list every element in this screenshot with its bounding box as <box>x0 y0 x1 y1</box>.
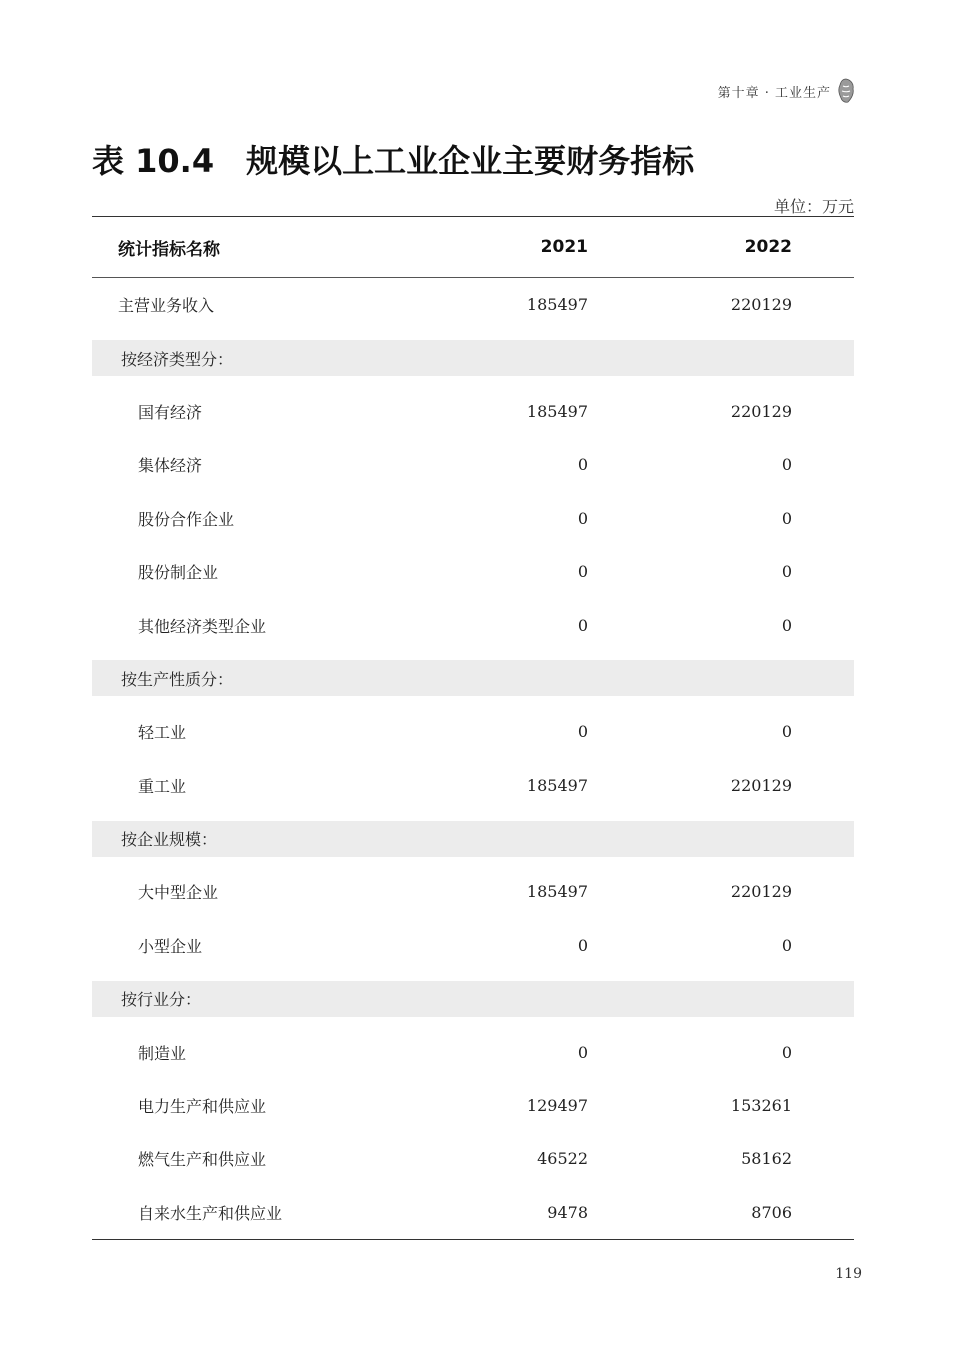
row-value-2021: 0 <box>577 508 588 528</box>
header-year-2022: 2022 <box>744 237 792 257</box>
header-year-2021: 2021 <box>540 237 588 257</box>
row-value-2022: 220129 <box>730 882 792 902</box>
row-value-2022: 220129 <box>730 775 792 795</box>
table-row <box>92 758 854 811</box>
table-header-row <box>92 217 854 277</box>
table-bottom-rule <box>92 1239 854 1240</box>
table-row <box>92 1025 854 1078</box>
row-value-2021: 0 <box>577 615 588 635</box>
row-value-2021: 0 <box>577 935 588 955</box>
table-row <box>92 385 854 438</box>
row-name: 国有经济 <box>138 402 203 422</box>
section-label: 按企业规模： <box>121 830 218 850</box>
page-title <box>92 136 694 182</box>
table-row <box>92 865 854 918</box>
table-row <box>92 438 854 491</box>
row-name: 小型企业 <box>138 936 203 956</box>
table-row <box>92 598 854 651</box>
unit-label: 单位：万元 <box>773 197 854 216</box>
section-label: 按生产性质分： <box>121 669 234 689</box>
row-value-2022: 153261 <box>730 1095 792 1115</box>
row-value-2021: 129497 <box>526 1095 588 1115</box>
table-row-main-revenue <box>92 278 854 331</box>
row-name: 集体经济 <box>138 456 203 476</box>
section-label: 按经济类型分： <box>121 349 234 369</box>
row-value-2022: 0 <box>781 508 792 528</box>
row-value-2022: 0 <box>781 455 792 475</box>
row-value-2021: 0 <box>577 562 588 582</box>
row-name: 轻工业 <box>138 723 187 743</box>
row-value-2021: 185497 <box>526 401 588 421</box>
row-name: 其他经济类型企业 <box>138 616 267 636</box>
row-value-2022: 0 <box>781 562 792 582</box>
row-name: 制造业 <box>138 1043 187 1063</box>
table-row <box>92 492 854 545</box>
table-row <box>92 545 854 598</box>
page-number: 119 <box>835 1266 862 1282</box>
table-section-economic-type <box>92 340 854 376</box>
row-name: 自来水生产和供应业 <box>138 1203 283 1223</box>
table-section-production-nature <box>92 660 854 696</box>
row-value-2022: 220129 <box>730 295 792 315</box>
row-value-2021: 9478 <box>547 1202 588 1222</box>
table-row <box>92 705 854 758</box>
financial-table <box>92 216 854 1240</box>
row-value-2021: 185497 <box>526 882 588 902</box>
row-name: 电力生产和供应业 <box>138 1096 267 1116</box>
table-title-text: 规模以上工业企业主要财务指标 <box>246 142 695 180</box>
row-value-2021: 185497 <box>526 295 588 315</box>
table-row <box>92 1186 854 1239</box>
row-name: 主营业务收入 <box>118 296 215 316</box>
row-value-2022: 58162 <box>741 1149 792 1169</box>
section-label: 按行业分： <box>121 990 202 1010</box>
header-indicator-name: 统计指标名称 <box>118 239 220 260</box>
table-number: 表 10.4 <box>92 142 215 180</box>
row-value-2022: 0 <box>781 722 792 742</box>
row-value-2022: 0 <box>781 1042 792 1062</box>
row-value-2021: 0 <box>577 455 588 475</box>
row-value-2021: 46522 <box>537 1149 588 1169</box>
table-section-industry <box>92 981 854 1017</box>
row-name: 股份合作企业 <box>138 509 235 529</box>
emblem-icon <box>837 78 855 104</box>
row-value-2022: 0 <box>781 615 792 635</box>
row-value-2022: 8706 <box>751 1202 792 1222</box>
row-value-2022: 220129 <box>730 401 792 421</box>
row-value-2022: 0 <box>781 935 792 955</box>
row-name: 燃气生产和供应业 <box>138 1150 267 1170</box>
row-value-2021: 185497 <box>526 775 588 795</box>
table-row <box>92 919 854 972</box>
running-head-text: 第十章 · 工业生产 <box>717 85 831 101</box>
row-name: 重工业 <box>138 776 187 796</box>
row-value-2021: 0 <box>577 722 588 742</box>
table-row <box>92 1132 854 1185</box>
row-name: 大中型企业 <box>138 883 219 903</box>
row-value-2021: 0 <box>577 1042 588 1062</box>
table-row <box>92 1079 854 1132</box>
running-head <box>718 78 855 104</box>
row-name: 股份制企业 <box>138 563 219 583</box>
table-section-enterprise-scale <box>92 821 854 857</box>
